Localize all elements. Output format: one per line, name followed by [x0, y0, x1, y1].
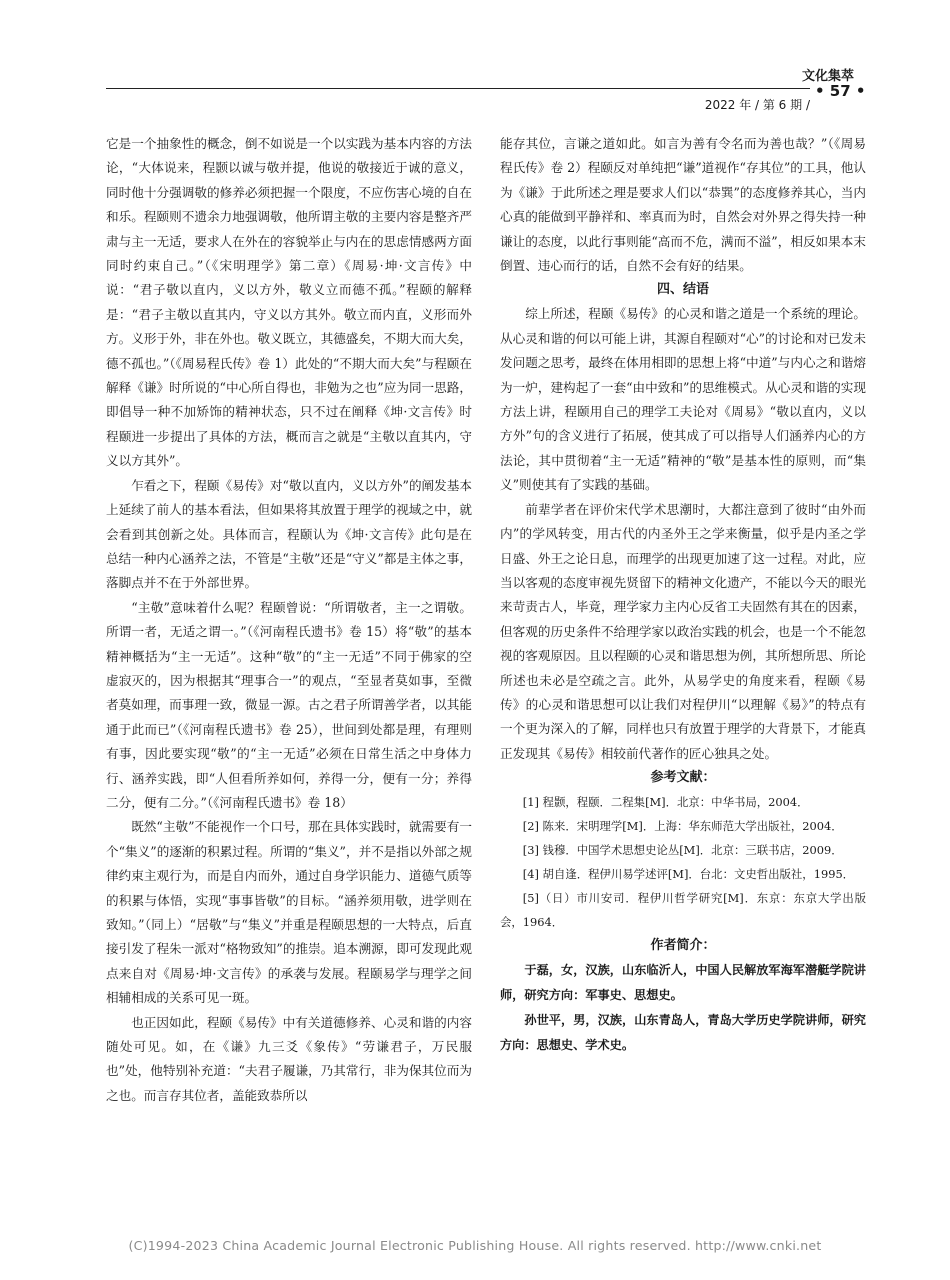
- reference-item: [2] 陈来．宋明理学[M]．上海：华东师范大学出版社，2004．: [522, 819, 843, 834]
- body-paragraph: 它是一个抽象性的概念，倒不如说是一个以实践为基本内容的方法论，“大体说来，程颢以诚与敬并提，他说的敬接近于诚的意义，同时他十分强调敬的修养必须把握一个限度，不应伤害心境的自在和乐。程颐则不遗余力地强调敬，他所谓主敬的主要内容是整齐严肃与主一无适，要求人在外在的容貌举止与内在的思虑情感两方面同时约束自己。”（《宋明理学》第二章）《周易·坤·文言传》中说：“君子敬以直内，义以方外，敬义立而德不孤。”程颐的解释是：“君子主敬以直其内，守义以方其外。敬立而内直，义形而外方。义形于外，非在外也。敬义既立，其德盛矣，不期大而大矣，德不孤也。”（《周易程氏传》卷 1）此处的“不期大而大矣”与程颐在解释《谦》时所说的“中心所自得也，非勉为之也”应为同一思路，即倡导一种不加矫饰的精神状态，只不过在阐释《坤·文言传》时程颐进一步提出了具体的方法，概而言之就是“主敬以直其内，守义以方其外”。: [106, 136, 472, 469]
- page-number: • 57 •: [815, 82, 866, 100]
- section-heading-conclusion: 四、结语: [656, 282, 709, 298]
- author-entry: 孙世平，男，汉族，山东青岛人，青岛大学历史学院讲师，研究方向：思想史、学术史。: [500, 1013, 866, 1053]
- body-paragraph: 既然“主敬”不能视作一个口号，那在具体实践时，就需要有一个“集义”的逐渐的积累过程。所谓的“集义”，并不是指以外部之规律约束主观行为，而是自内而外，通过自身学识能力、道德气质等的积累与体悟，实现“事事皆敬”的目标。“涵养须用敬，进学则在致知。”（同上）“居敬”与“集义”并重是程颐思想的一大特点，后直接引发了程朱一派对“格物致知”的推崇。追本溯源，即可发现此观点来自对《周易·坤·文言传》的承袭与发展。程颐易学与理学之间相辅相成的关系可见一斑。: [106, 819, 472, 1006]
- journal-name: 文化集萃: [801, 69, 854, 84]
- author-entry: 于磊，女，汉族，山东临沂人，中国人民解放军海军潜艇学院讲师，研究方向：军事史、思想史。: [500, 963, 866, 1003]
- reference-item: [4] 胡自逢．程伊川易学述评[M]．台北：文史哲出版社，1995．: [522, 867, 855, 882]
- body-paragraph-continued: 能存其位，言谦之道如此。如言为善有令名而为善也哉？”（《周易程氏传》卷 2）程颐反对单纯把“谦”道视作“存其位”的工具，他认为《谦》于此所述之理是要求人们以“恭巽”的态度修养其心，当内心真的能做到平静祥和、率真而为时，自然会对外界之得失持一种谦让的态度，以此行事则能“高而不危，满而不溢”，相反如果本末倒置、违心而行的话，自然不会有好的结果。: [500, 136, 866, 274]
- body-paragraph: 也正因如此，程颐《易传》中有关道德修养、心灵和谐的内容随处可见。如，在《谦》九三爻《象传》“劳谦君子，万民服也”处，他特别补充道：“夫君子履谦，乃其常行，非为保其位而为之也。而言存其位者，盖能致恭所以: [106, 1014, 472, 1103]
- reference-item: [1] 程颢，程颐．二程集[M]．北京：中华书局，2004．: [522, 795, 809, 810]
- left-column: [106, 132, 472, 1108]
- conclusion-paragraph: 综上所述，程颐《易传》的心灵和谐之道是一个系统的理论。从心灵和谐的何以可能上讲，其源自程颐对“心”的讨论和对已发未发问题之思考，最终在体用相即的思想上将“中道”与内心之和谐熔为一炉，建构起了一套“由中致和”的思维模式。从心灵和谐的实现方法上讲，程颐用自己的理学工夫论对《周易》“敬以直内，义以方外”句的含义进行了拓展，使其成了可以指导人们涵养内心的方法论，其中贯彻着“主一无适”精神的“敬”是基本性的原则，而“集义”则使其有了实践的基础。: [500, 306, 866, 493]
- references-heading: 参考文献：: [650, 770, 716, 786]
- reference-item: [5]（日）市川安司．程伊川哲学研究[M]．东京：东京大学出版会，1964．: [500, 891, 866, 930]
- copyright-footer: (C)1994-2023 China Academic Journal Electronic Publishing House. All rights reserved. http://www.cnki.net: [128, 1238, 822, 1253]
- author-bio: [500, 958, 866, 1058]
- conclusion-paragraph: 前辈学者在评价宋代学术思潮时，大都注意到了彼时“由外而内”的学风转变，用古代的内圣外王之学来衡量，似乎是内圣之学日盛、外王之论日息，而理学的出现更加速了这一过程。对此，应当以客观的态度审视先贤留下的精神文化遗产，不能以今天的眼光来苛责古人，毕竟，理学家力主内心反省工夫固然有其在的因素，但客观的历史条件不给理学家以政治实践的机会，也是一个不能忽视的客观原因。且以程颐的心灵和谐思想为例，其所想所思、所论所述也未必是空疏之言。此外，从易学史的角度来看，程颐《易传》的心灵和谐思想可以让我们对程伊川“以理解《易》”的特点有一个更为深入的了解，同样也只有放置于理学的大背景下，才能真正发现其《易传》相较前代著作的匠心独具之处。: [500, 501, 866, 761]
- reference-item: [3] 钱穆．中国学术思想史论丛[M]．北京：三联书店，2009．: [522, 843, 843, 858]
- author-heading: 作者简介：: [650, 938, 716, 954]
- body-paragraph: 乍看之下，程颐《易传》对“敬以直内，义以方外”的阐发基本上延续了前人的基本看法，但如果将其放置于理学的视域之中，就会看到其创新之处。具体而言，程颐认为《坤·文言传》此句是在总结一种内心涵养之法，不管是“主敬”还是“守义”都是主体之事，落脚点并不在于外部世界。: [106, 477, 472, 591]
- issue-info: 2022 年 / 第 6 期 /: [704, 98, 810, 112]
- reference-list: [500, 790, 866, 934]
- right-column: [500, 132, 866, 1058]
- header-divider: [106, 88, 810, 89]
- body-paragraph: “主敬”意味着什么呢？程颐曾说：“所谓敬者，主一之谓敬。所谓一者，无适之谓一。”（《河南程氏遗书》卷 15）将“敬”的基本精神概括为“主一无适”。这种“敬”的“主一无适”不同于佛家的空虚寂灭的，因为根据其“理事合一”的观点，“至显者莫如事，至微者莫如理，而事理一致，微显一源。古之君子所谓善学者，以其能通于此而已”（《河南程氏遗书》卷 25），世间到处都是理，有理则有事，因此要实现“敬”的“主一无适”必须在日常生活之中身体力行、涵养实践，即“人但看所养如何，养得一分，便有一分；养得二分，便有二分。”（《河南程氏遗书》卷 18）: [106, 599, 472, 810]
